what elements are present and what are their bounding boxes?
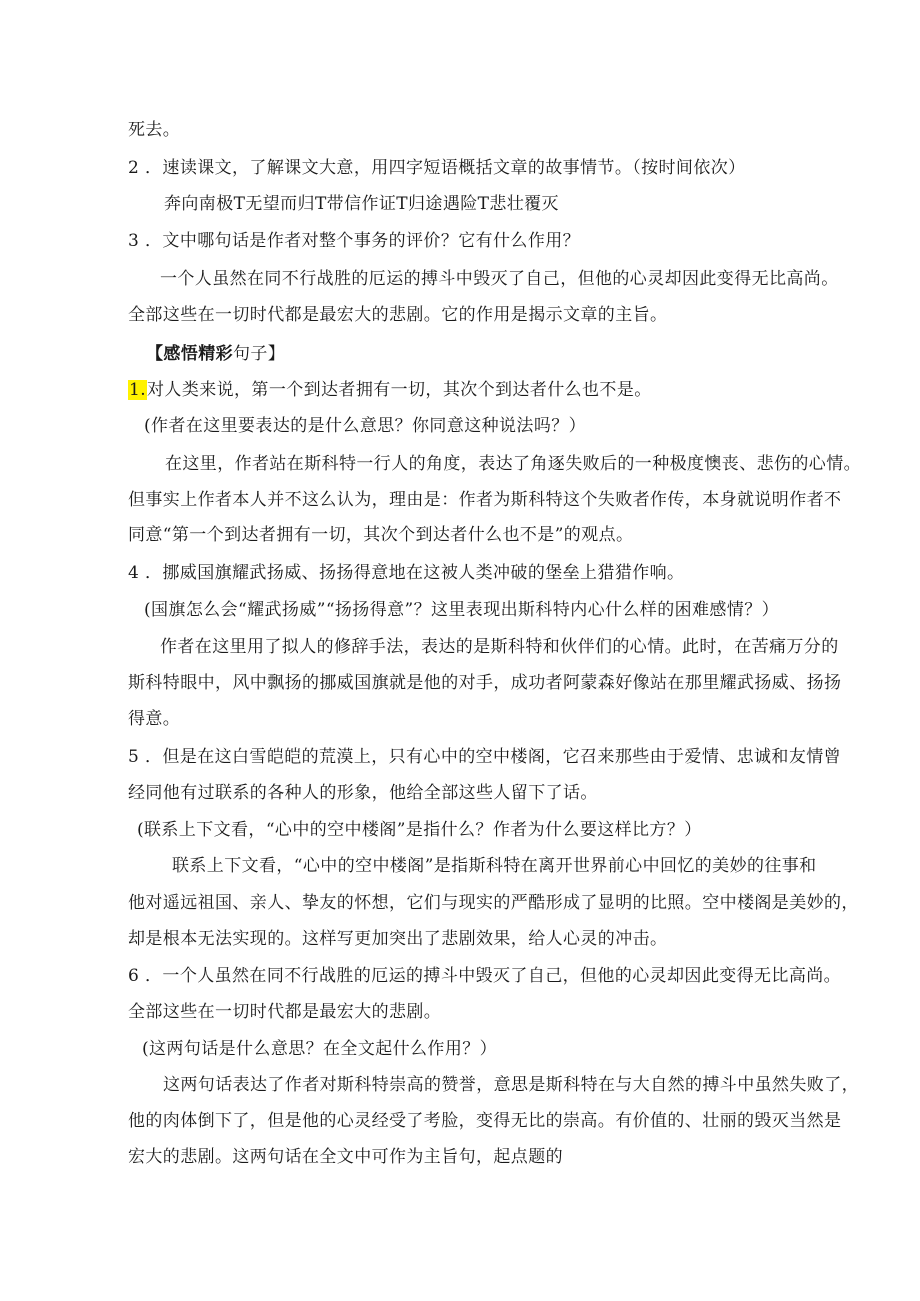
- sentence-5-line-1: 5 ．但是在这白雪皑皑的荒漠上，只有心中的空中楼阁，它召来那些由于爱情、忠诚和友情曾: [128, 747, 842, 767]
- question-2: 2 ．速读课文，了解课文大意，用四字短语概括文章的故事情节。（按时间依次）: [128, 158, 746, 178]
- item-number-highlighted: 1.: [129, 380, 147, 400]
- sentence-6-line-1: 6 ．一个人虽然在同不行战胜的厄运的搏斗中毁灭了自己，但他的心灵却因此变得无比高尚。: [128, 966, 842, 986]
- answer-6-line-2: 他的肉体倒下了，但是他的心灵经受了考脸，变得无比的崇高。有价值的、壮丽的毁灭当然是: [128, 1111, 842, 1131]
- section-heading-light: 句子】: [233, 344, 286, 364]
- sentence-6-line-2: 全部这些在一切时代都是最宏大的悲剧。: [128, 1002, 442, 1022]
- answer-1-line-1: 在这里，作者站在斯科特一行人的角度，表达了角逐失败后的一种极度懊丧、悲伤的心情。: [165, 454, 861, 474]
- answer-4-line-1: 作者在这里用了拟人的修辞手法，表达的是斯科特和伙伴们的心情。此时，在苦痛万分的: [160, 637, 839, 657]
- prompt-4: (国旗怎么会“耀武扬威”“扬扬得意”？这里表现出斯科特内心什么样的困难感情？）: [144, 600, 779, 620]
- answer-6-line-3: 宏大的悲剧。这两句话在全文中可作为主旨句，起点题的: [128, 1147, 563, 1167]
- text-line: 死去。: [128, 120, 181, 140]
- answer-4-line-2: 斯科特眼中，风中飘扬的挪威国旗就是他的对手，成功者阿蒙森好像站在那里耀武扬威、扬扬: [128, 673, 842, 693]
- answer-3-line-1: 一个人虽然在同不行战胜的厄运的搏斗中毁灭了自己，但他的心灵却因此变得无比高尚。: [160, 269, 839, 289]
- sentence-4: 4 ．挪威国旗耀武扬威、扬扬得意地在这被人类冲破的堡垒上猎猎作响。: [128, 563, 685, 583]
- question-3: 3 ．文中哪句话是作者对整个事务的评价？它有什么作用？: [128, 231, 581, 251]
- section-heading-bold: 【感悟精彩: [146, 344, 233, 364]
- answer-5-line-2: 他对遥远祖国、亲人、挚友的怀想，它们与现实的严酷形成了显明的比照。空中楼阁是美妙的，: [128, 893, 859, 913]
- answer-5-line-3: 却是根本无法实现的。这样写更加突出了悲剧效果，给人心灵的冲击。: [128, 929, 668, 949]
- prompt-1: (作者在这里要表达的是什么意思？你同意这种说法吗？）: [144, 416, 587, 436]
- answer-2: 奔向南极T无望而归T带信作证T归途遇险T悲壮覆灭: [164, 194, 559, 214]
- prompt-6: (这两句话是什么意思？在全文起什么作用？）: [142, 1039, 498, 1059]
- sentence-5-line-2: 经同他有过联系的各种人的形象，他给全部这些人留下了话。: [128, 783, 598, 803]
- answer-3-line-2: 全部这些在一切时代都是最宏大的悲剧。它的作用是揭示文章的主旨。: [128, 305, 668, 325]
- answer-1-line-2: 但事实上作者本人并不这么认为，理由是：作者为斯科特这个失败者作传，本身就说明作者不: [128, 490, 842, 510]
- answer-1-line-3: 同意“第一个到达者拥有一切，其次个到达者什么也不是”的观点。: [128, 525, 634, 545]
- prompt-5: (联系上下文看，“心中的空中楼阁”是指什么？作者为什么要这样比方？）: [137, 820, 702, 840]
- answer-4-line-3: 得意。: [128, 709, 181, 729]
- answer-6-line-1: 这两句话表达了作者对斯科特崇高的赞誉，意思是斯科特在与大自然的搏斗中虽然失败了，: [163, 1075, 859, 1095]
- sentence-1-text: 对人类来说，第一个到达者拥有一切，其次个到达者什么也不是。: [147, 380, 652, 400]
- section-heading: [146, 341, 285, 367]
- answer-5-line-1: 联系上下文看，“心中的空中楼阁”是指斯科特在离开世界前心中回忆的美妙的往事和: [172, 856, 817, 876]
- sentence-1: [128, 377, 652, 403]
